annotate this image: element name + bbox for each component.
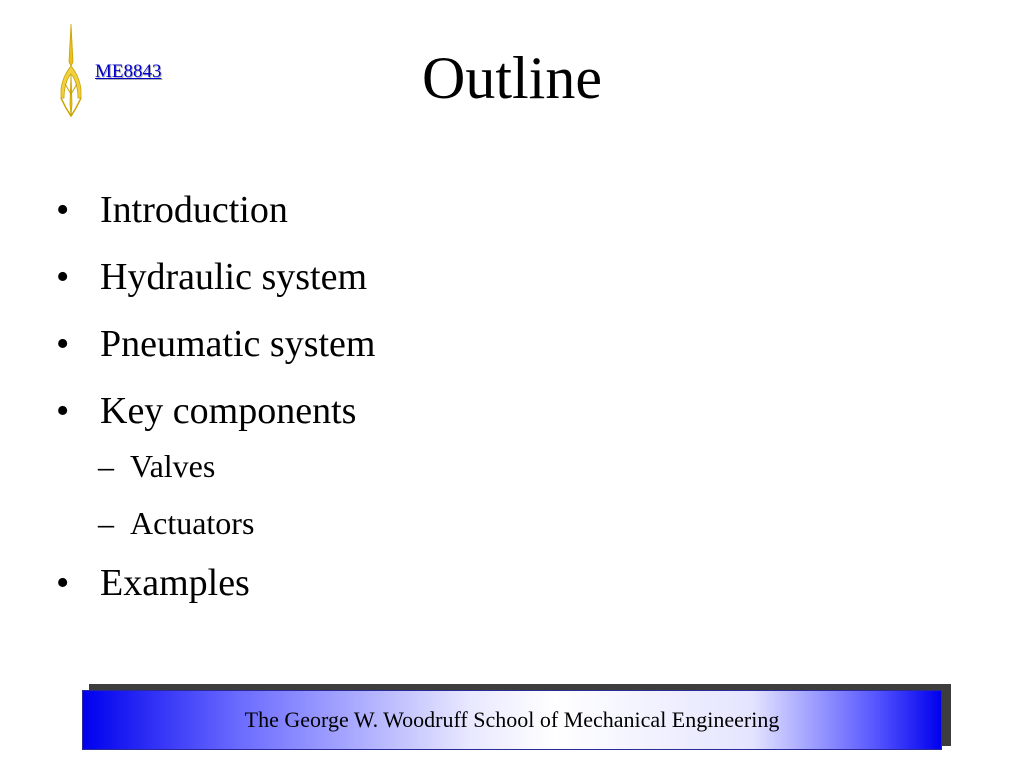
bullet-marker: •: [56, 256, 70, 298]
bullet-marker: •: [56, 323, 70, 365]
footer-text: The George W. Woodruff School of Mechanical Engineering: [244, 707, 780, 732]
outline-item-label: Pneumatic system: [100, 323, 376, 365]
sub-item-valves: [56, 447, 375, 485]
dash-marker: –: [98, 505, 114, 541]
bullet-marker: •: [56, 562, 70, 604]
slide-title: [0, 40, 1024, 116]
outline-item-introduction: [56, 188, 375, 232]
outline-item-label: Examples: [100, 562, 250, 604]
dash-marker: –: [98, 448, 114, 484]
outline-item-label: Introduction: [100, 189, 288, 231]
outline-item-examples: [56, 561, 375, 605]
outline-item-hydraulic-system: [56, 255, 375, 299]
bullet-marker: •: [56, 189, 70, 231]
outline-item-label: Key components: [100, 390, 357, 432]
sub-item-label: Valves: [130, 448, 216, 484]
outline-item-key-components: [56, 389, 375, 542]
outline-item-row: [56, 389, 375, 433]
outline-item-pneumatic-system: [56, 322, 375, 366]
sub-list: [56, 447, 375, 542]
bullet-marker: •: [56, 390, 70, 432]
slide-title-text: Outline: [422, 45, 602, 111]
outline-list: [56, 188, 375, 628]
footer-banner: [82, 690, 942, 750]
course-code-link[interactable]: ME8843: [95, 61, 162, 82]
sub-item-label: Actuators: [130, 505, 255, 541]
outline-item-label: Hydraulic system: [100, 256, 368, 298]
sub-item-actuators: [56, 504, 375, 542]
